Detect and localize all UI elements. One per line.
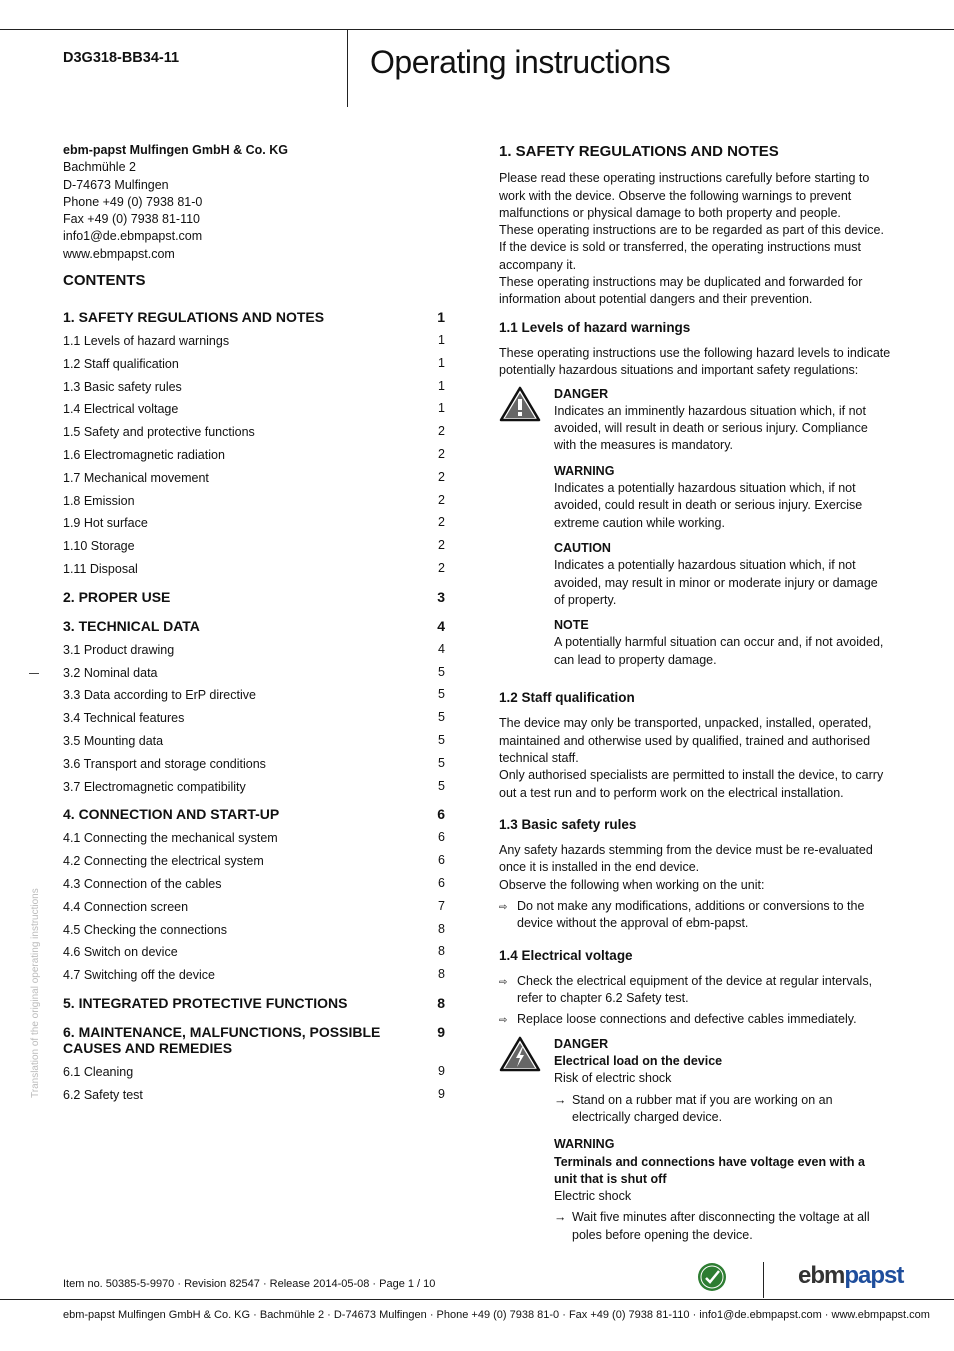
address-line: Phone +49 (0) 7938 81-0 xyxy=(63,194,203,209)
paragraph: These operating instructions may be duplicated and forwarded for information about potential dangers and their prevention. xyxy=(499,275,863,307)
instruction-item: → Stand on a rubber mat if you are working on an electrically charged device. xyxy=(554,1092,891,1127)
toc-page-number: 2 xyxy=(438,492,445,507)
toc-page-number: 5 xyxy=(438,687,445,702)
fold-mark xyxy=(29,673,39,674)
toc-label: 3.1 Product drawing xyxy=(63,642,175,657)
warning-subtitle: Terminals and connections have voltage even with a unit that is shut off xyxy=(554,1154,865,1186)
toc-page-number: 6 xyxy=(438,830,445,845)
electrical-hazard-block xyxy=(499,1036,891,1252)
toc-label: 1.4 Electrical voltage xyxy=(63,402,179,417)
header-rule xyxy=(0,29,954,30)
paragraph: Observe the following when working on the unit: xyxy=(499,877,765,892)
caution-label: CAUTION xyxy=(554,540,611,555)
warning-text: Indicates a potentially hazardous situation which, if not avoided, could result in death or serious injury. Exercise extreme caution while working. xyxy=(554,481,863,530)
toc-row[interactable] xyxy=(63,470,445,493)
danger-subtitle: Electrical load on the device xyxy=(554,1054,723,1069)
ebmpapst-logo: ebmpapst xyxy=(798,1262,904,1289)
toc-page-number: 3 xyxy=(437,588,445,605)
warning-triangle-icon xyxy=(499,386,554,677)
toc-label: 4.3 Connection of the cables xyxy=(63,877,222,892)
toc-page-number: 9 xyxy=(438,1086,445,1101)
list-item: ⇨ Check the electrical equipment of the device at regular intervals, refer to chapter 6.2 Safety test. xyxy=(499,973,891,1008)
arrow-right-icon: → xyxy=(554,1210,567,1225)
left-column xyxy=(63,142,445,1110)
toc-label: 6. MAINTENANCE, MALFUNCTIONS, POSSIBLE CAUSES AND REMEDIES xyxy=(63,1024,381,1056)
toc-page-number: 8 xyxy=(437,995,445,1011)
toc-page-number: 2 xyxy=(438,469,445,484)
toc-page-number: 8 xyxy=(438,967,445,982)
toc-page-number: 7 xyxy=(438,898,445,913)
subsection-heading: 1.3 Basic safety rules xyxy=(499,816,637,832)
paragraph: Any safety hazards stemming from the device must be re-evaluated once it is installed in the end device. xyxy=(499,843,873,875)
caution-text: Indicates a potentially hazardous situation which, if not avoided, may result in minor or moderate injury or damage of property. xyxy=(554,558,878,607)
list-item: ⇨ Do not make any modifications, additions or conversions to the device without the approval of ebm-papst. xyxy=(499,898,891,933)
toc-label: 2. PROPER USE xyxy=(63,588,171,605)
toc-page-number: 5 xyxy=(438,664,445,679)
toc-page-number: 2 xyxy=(438,561,445,576)
toc-row[interactable] xyxy=(63,876,445,899)
toc-page-number: 6 xyxy=(437,806,445,823)
toc-label: 1. SAFETY REGULATIONS AND NOTES xyxy=(63,309,325,326)
toc-page-number: 8 xyxy=(438,944,445,959)
toc-label: 4. CONNECTION AND START-UP xyxy=(63,806,280,823)
toc-label: 1.10 Storage xyxy=(63,539,135,554)
header-divider xyxy=(347,30,348,107)
toc-section-row[interactable] xyxy=(63,995,445,1019)
warning-label: WARNING xyxy=(554,1137,615,1152)
toc-page-number: 5 xyxy=(438,733,445,748)
toc-label: 1.11 Disposal xyxy=(63,562,138,577)
toc-row[interactable] xyxy=(63,733,445,756)
toc-section-row[interactable] xyxy=(63,806,445,830)
toc-row[interactable] xyxy=(63,687,445,710)
toc-label: 1.2 Staff qualification xyxy=(63,356,179,371)
footer-item-info: Item no. 50385-5-9970 · Revision 82547 · Release 2014-05-08 · Page 1 / 10 xyxy=(63,1278,436,1290)
toc-page-number: 2 xyxy=(438,447,445,462)
greentech-logo-icon xyxy=(697,1262,727,1292)
toc-page-number: 1 xyxy=(438,333,445,348)
toc-page-number: 1 xyxy=(438,401,445,416)
toc-label: 4.5 Checking the connections xyxy=(63,922,227,937)
subsection-heading: 1.2 Staff qualification xyxy=(499,690,635,706)
toc-label: 3.3 Data according to ErP directive xyxy=(63,688,256,703)
toc-label: 4.7 Switching off the device xyxy=(63,968,215,983)
footer-rule xyxy=(0,1299,954,1300)
warning-text: Electric shock xyxy=(554,1189,632,1204)
toc-label: 3. TECHNICAL DATA xyxy=(63,617,200,634)
paragraph: If the device is sold or transferred, the operating instructions must accompany it. xyxy=(499,240,861,272)
toc-row[interactable] xyxy=(63,922,445,945)
toc-page-number: 8 xyxy=(438,921,445,936)
bullet-arrow-icon: ⇨ xyxy=(499,976,508,988)
toc-label: 3.7 Electromagnetic compatibility xyxy=(63,779,246,794)
right-column xyxy=(499,143,891,1252)
toc-row[interactable] xyxy=(63,853,445,876)
page-title: Operating instructions xyxy=(370,44,671,80)
paragraph: The device may only be transported, unpacked, installed, operated, maintained and otherwise used by qualified, trained and authorised technical staff. xyxy=(499,716,872,765)
toc-row[interactable] xyxy=(63,756,445,779)
toc-label: 6.2 Safety test xyxy=(63,1087,143,1102)
toc-row[interactable] xyxy=(63,424,445,447)
toc-row[interactable] xyxy=(63,779,445,802)
toc-label: 4.2 Connecting the electrical system xyxy=(63,854,264,869)
electric-shock-icon xyxy=(499,1036,554,1252)
toc-label: 4.6 Switch on device xyxy=(63,945,178,960)
toc-label: 4.1 Connecting the mechanical system xyxy=(63,831,278,846)
bullet-arrow-icon: ⇨ xyxy=(499,1015,508,1027)
toc-section-row[interactable] xyxy=(63,618,445,642)
toc-row[interactable] xyxy=(63,665,445,688)
toc-page-number: 1 xyxy=(438,355,445,370)
toc-row[interactable] xyxy=(63,515,445,538)
toc-row[interactable] xyxy=(63,1087,445,1110)
danger-label: DANGER xyxy=(554,386,609,401)
company-address xyxy=(63,142,445,263)
subsection-heading: 1.1 Levels of hazard warnings xyxy=(499,319,691,335)
address-line: Bachmühle 2 xyxy=(63,160,136,175)
toc-page-number: 1 xyxy=(437,309,445,326)
toc-label: 3.5 Mounting data xyxy=(63,734,164,749)
model-number: D3G318-BB34-11 xyxy=(63,50,180,66)
toc-row[interactable] xyxy=(63,356,445,379)
arrow-right-icon: → xyxy=(554,1092,567,1107)
toc-label: 1.9 Hot surface xyxy=(63,516,148,531)
toc-label: 1.7 Mechanical movement xyxy=(63,470,209,485)
toc-label: 1.3 Basic safety rules xyxy=(63,379,182,394)
toc-row[interactable] xyxy=(63,1064,445,1087)
toc-section-row[interactable] xyxy=(63,589,445,613)
toc-row[interactable] xyxy=(63,967,445,990)
toc-row[interactable] xyxy=(63,561,445,584)
toc-page-number: 5 xyxy=(438,755,445,770)
toc-page-number: 2 xyxy=(438,424,445,439)
footer-divider xyxy=(763,1262,764,1298)
toc-page-number: 6 xyxy=(438,853,445,868)
toc-page-number: 5 xyxy=(438,778,445,793)
instruction-item: → Wait five minutes after disconnecting the voltage at all poles before opening the device. xyxy=(554,1209,891,1244)
toc-label: 1.8 Emission xyxy=(63,493,135,508)
toc-page-number: 1 xyxy=(438,378,445,393)
paragraph: These operating instructions use the following hazard levels to indicate potentially hazardous situations and important safety regulations: xyxy=(499,345,891,378)
address-line: www.ebmpapst.com xyxy=(63,246,175,261)
hazard-levels xyxy=(499,386,891,677)
section-heading: 1. SAFETY REGULATIONS AND NOTES xyxy=(499,143,779,160)
danger-text: Risk of electric shock xyxy=(554,1071,672,1086)
toc-row[interactable] xyxy=(63,493,445,516)
paragraph: Please read these operating instructions carefully before starting to work with the device. Observe the following warnings to prevent malfunctions or physical damage to both property and people. xyxy=(499,171,870,220)
toc-section-row[interactable] xyxy=(63,1024,445,1064)
paragraph: These operating instructions are to be regarded as part of this device. xyxy=(499,223,884,238)
toc-section-row[interactable] xyxy=(63,309,445,333)
bullet-arrow-icon: ⇨ xyxy=(499,901,508,913)
toc-page-number: 4 xyxy=(437,617,445,634)
toc-page-number: 4 xyxy=(438,641,445,656)
toc-row[interactable] xyxy=(63,538,445,561)
toc-label: 5. INTEGRATED PROTECTIVE FUNCTIONS xyxy=(63,995,348,1011)
toc-row[interactable] xyxy=(63,642,445,665)
toc-page-number: 9 xyxy=(438,1064,445,1078)
list-item: ⇨ Replace loose connections and defective cables immediately. xyxy=(499,1011,891,1029)
toc-label: 3.4 Technical features xyxy=(63,711,185,726)
toc-row[interactable] xyxy=(63,899,445,922)
toc-label: 3.6 Transport and storage conditions xyxy=(63,756,266,771)
side-note: Translation of the original operating instructions xyxy=(30,888,41,1098)
toc-page-number: 2 xyxy=(438,515,445,530)
toc-row[interactable] xyxy=(63,710,445,733)
toc-row[interactable] xyxy=(63,379,445,402)
note-label: NOTE xyxy=(554,618,589,633)
warning-label: WARNING xyxy=(554,463,615,478)
toc-label: 6.1 Cleaning xyxy=(63,1065,134,1079)
company-name: ebm-papst Mulfingen GmbH & Co. KG xyxy=(63,143,288,157)
toc-row[interactable] xyxy=(63,333,445,356)
toc-row[interactable] xyxy=(63,830,445,853)
table-of-contents xyxy=(63,309,445,1110)
toc-row[interactable] xyxy=(63,944,445,967)
danger-label: DANGER xyxy=(554,1036,609,1051)
toc-label: 1.1 Levels of hazard warnings xyxy=(63,334,230,349)
danger-text: Indicates an imminently hazardous situation which, if not avoided, will result in death or serious injury. Compliance with the measures is mandatory. xyxy=(554,403,868,453)
address-line: Fax +49 (0) 7938 81-110 xyxy=(63,212,201,227)
toc-label: 1.6 Electromagnetic radiation xyxy=(63,448,225,463)
address-line: D-74673 Mulfingen xyxy=(63,177,169,192)
note-text: A potentially harmful situation can occur and, if not avoided, can lead to property damage. xyxy=(554,635,884,667)
contents-heading: CONTENTS xyxy=(63,272,146,290)
toc-row[interactable] xyxy=(63,447,445,470)
toc-page-number: 6 xyxy=(438,876,445,891)
subsection-heading: 1.4 Electrical voltage xyxy=(499,947,633,963)
toc-label: 1.5 Safety and protective functions xyxy=(63,425,255,440)
footer-address: ebm-papst Mulfingen GmbH & Co. KG · Bachmühle 2 · D-74673 Mulfingen · Phone +49 (0) 7938 81-0 · Fax +49 (0) 7938 81-110 · info1@de.ebmpapst.com · www.ebmpapst.com xyxy=(63,1309,930,1321)
toc-row[interactable] xyxy=(63,401,445,424)
toc-label: 4.4 Connection screen xyxy=(63,899,189,914)
toc-page-number: 9 xyxy=(437,1024,445,1040)
toc-page-number: 5 xyxy=(438,710,445,725)
address-line: info1@de.ebmpapst.com xyxy=(63,229,203,244)
toc-page-number: 2 xyxy=(438,538,445,553)
paragraph: Only authorised specialists are permitted to install the device, to carry out a test run and to perform work on the electrical installation. xyxy=(499,768,884,800)
toc-label: 3.2 Nominal data xyxy=(63,665,158,680)
